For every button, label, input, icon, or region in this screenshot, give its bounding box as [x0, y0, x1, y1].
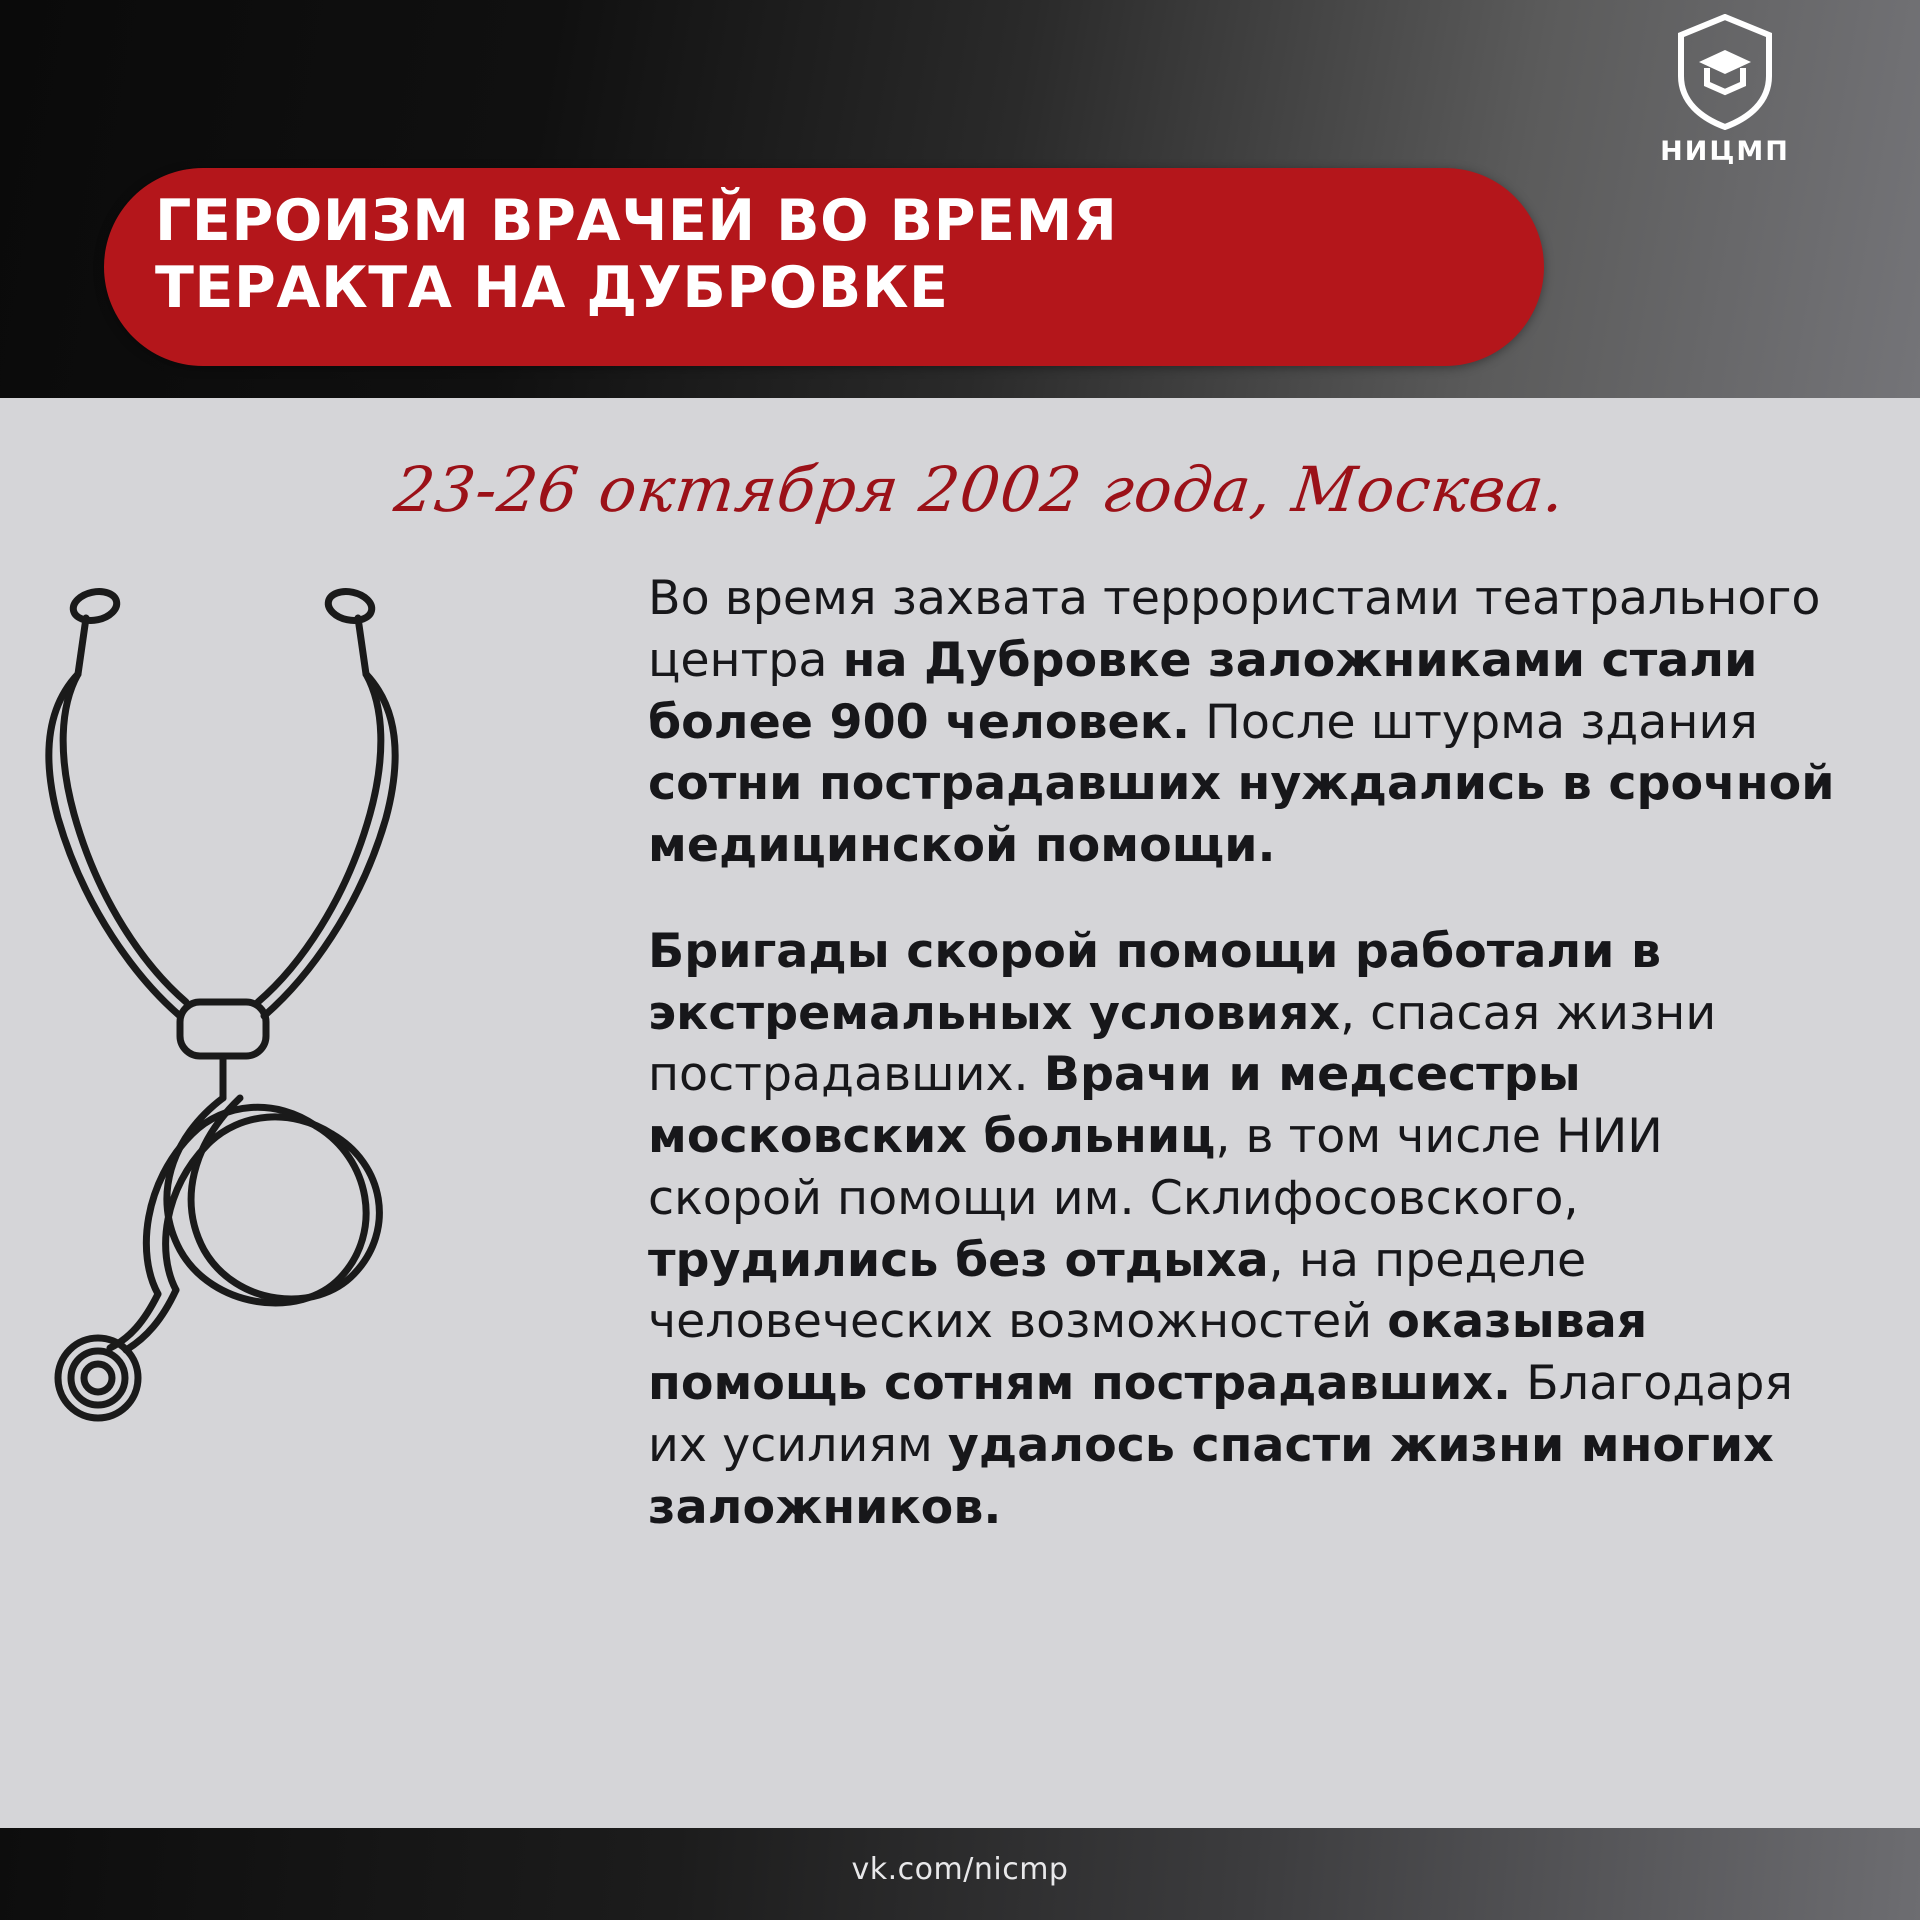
- text-run: , в том числе НИИ скорой помощи им. Склифосовского,: [648, 1109, 1663, 1226]
- text-run-bold: оказывая помощь сотням пострадавших.: [648, 1294, 1648, 1411]
- stethoscope-illustration: [40, 578, 640, 1588]
- footer-link[interactable]: vk.com/nicmp: [851, 1852, 1069, 1887]
- brand-logo-label: НИЦМП: [1660, 136, 1790, 167]
- text-run: , на пределе человеческих возможностей: [648, 1232, 1587, 1350]
- date-line: 23-26 октября 2002 года, Москва.: [390, 453, 1570, 526]
- text-run-bold: трудились без отдыха: [648, 1232, 1269, 1288]
- body-area: [0, 398, 1920, 1828]
- text-run-bold: удалось спасти жизни многих заложников.: [648, 1417, 1774, 1535]
- paragraph: [648, 568, 1838, 877]
- text-run-bold: Врачи и медсестры московских больниц: [648, 1047, 1581, 1164]
- text-run-bold: Бригады скорой помощи работали в экстремальных условиях: [648, 923, 1662, 1041]
- header-band: [0, 0, 1920, 398]
- page-title: [155, 188, 1465, 323]
- page-title-line-1: ГЕРОИЗМ ВРАЧЕЙ ВО ВРЕМЯ: [155, 188, 1118, 254]
- page-title-line-2: ТЕРАКТА НА ДУБРОВКЕ: [155, 255, 949, 322]
- graduation-cap-shield-icon: [1677, 14, 1773, 130]
- paragraph: [648, 921, 1838, 1539]
- text-run: После штурма здания: [1190, 694, 1758, 750]
- text-run-bold: сотни пострадавших нуждались в срочной медицинской помощи.: [648, 756, 1835, 873]
- text-run-bold: на Дубровке заложниками стали более 900 человек.: [648, 632, 1758, 750]
- brand-logo: [1630, 14, 1820, 167]
- text-run: Благодаря их усилиям: [648, 1356, 1793, 1473]
- text-run: Во время захвата террористами театрального центра: [648, 571, 1821, 688]
- article-text: [648, 568, 1838, 1538]
- text-run: , спасая жизни пострадавших.: [648, 985, 1717, 1103]
